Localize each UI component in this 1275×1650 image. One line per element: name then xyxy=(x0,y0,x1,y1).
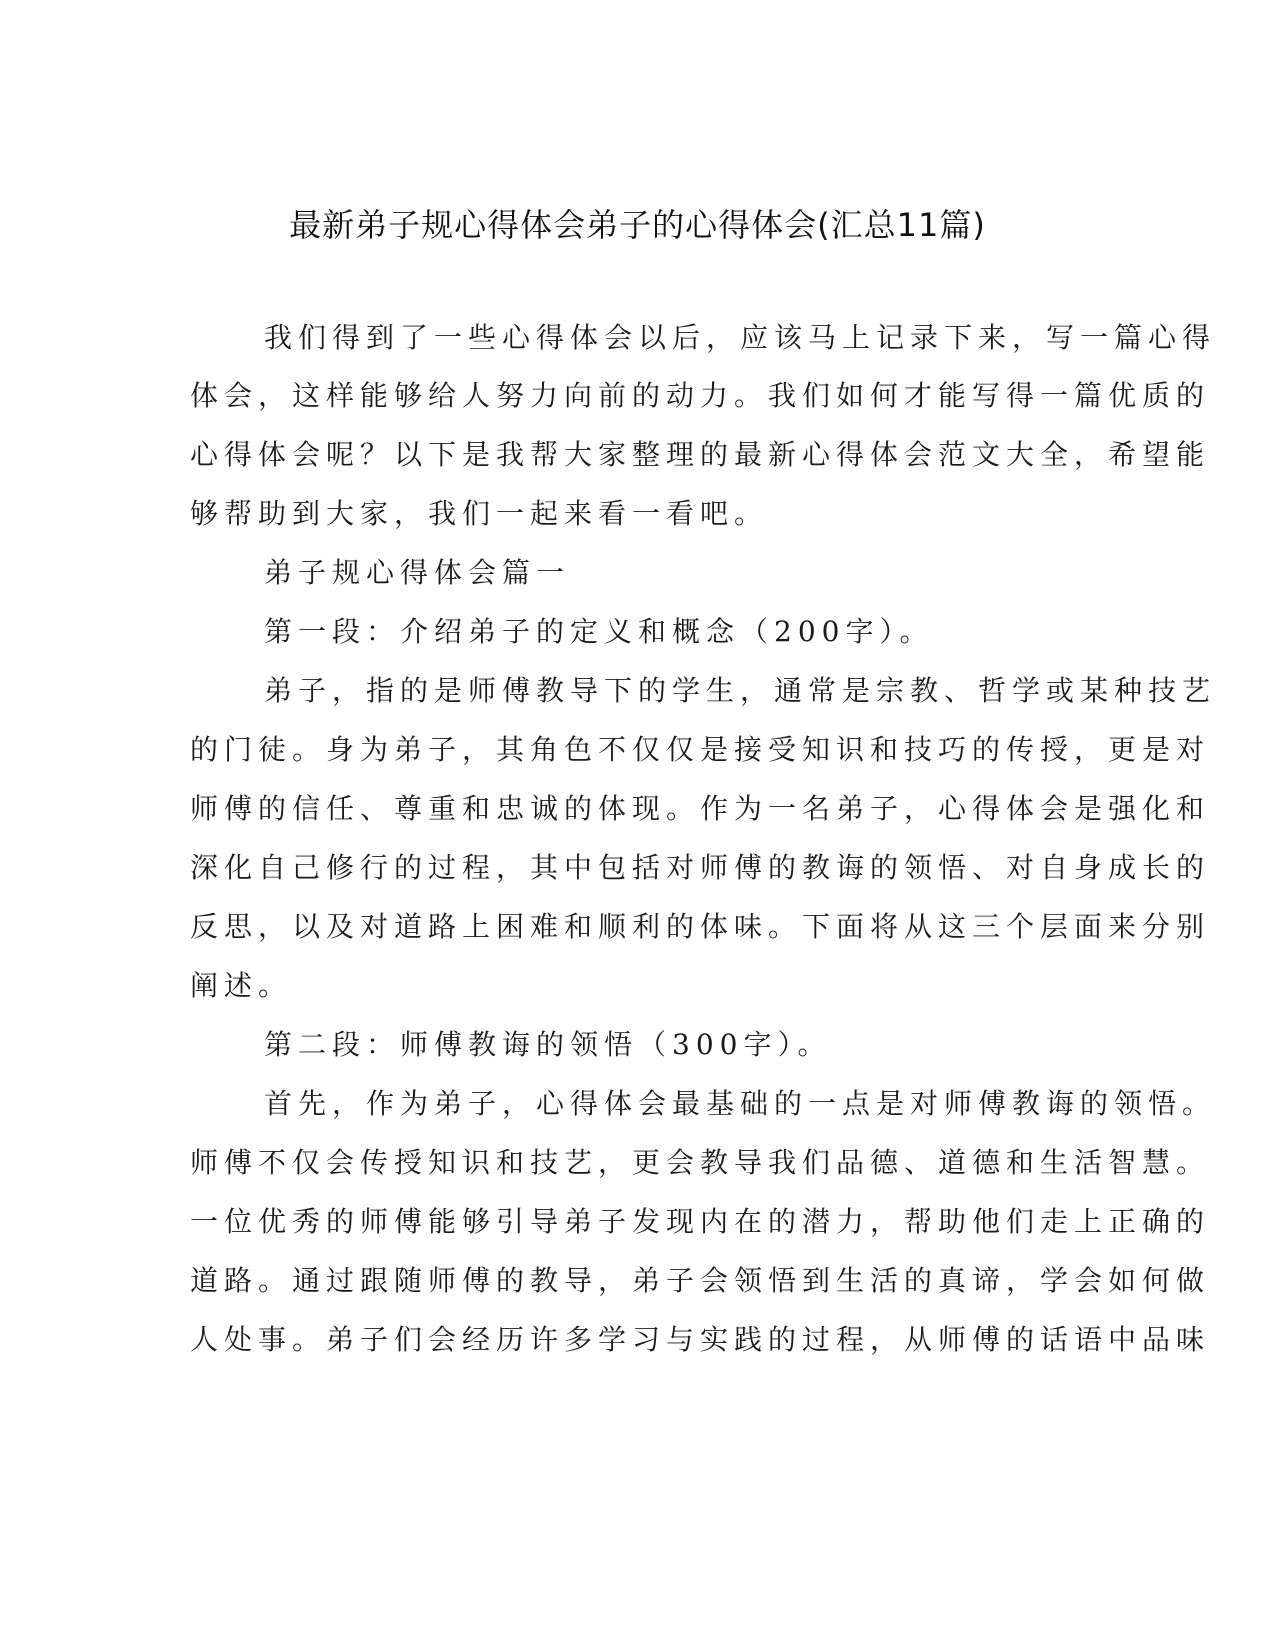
paragraph-line: 弟子，指的是师傅教导下的学生，通常是宗教、哲学或某种技艺 xyxy=(264,674,1217,707)
paragraph-line: 师傅不仅会传授知识和技艺，更会教导我们品德、道德和生活智慧。 xyxy=(190,1146,1211,1179)
paragraph-line: 首先，作为弟子，心得体会最基础的一点是对师傅教诲的领悟。 xyxy=(264,1087,1217,1120)
paragraph-line: 我们得到了一些心得体会以后，应该马上记录下来，写一篇心得 xyxy=(264,321,1217,354)
paragraph-line: 反思，以及对道路上困难和顺利的体味。下面将从这三个层面来分别 xyxy=(190,910,1211,943)
paragraph-line: 阐述。 xyxy=(190,969,293,1002)
paragraph-line: 的门徒。身为弟子，其角色不仅仅是接受知识和技巧的传授，更是对 xyxy=(190,733,1211,766)
section-heading: 弟子规心得体会篇一 xyxy=(264,556,571,589)
paragraph-line: 师傅的信任、尊重和忠诚的体现。作为一名弟子，心得体会是强化和 xyxy=(190,792,1211,825)
document-title: 最新弟子规心得体会弟子的心得体会(汇总11篇) xyxy=(289,206,986,244)
paragraph-line: 心得体会呢？以下是我帮大家整理的最新心得体会范文大全，希望能 xyxy=(190,438,1211,471)
paragraph-line: 人处事。弟子们会经历许多学习与实践的过程，从师傅的话语中品味 xyxy=(190,1323,1211,1356)
segment-heading: 第一段：介绍弟子的定义和概念（200字）。 xyxy=(264,615,934,648)
paragraph-line: 深化自己修行的过程，其中包括对师傅的教诲的领悟、对自身成长的 xyxy=(190,851,1211,884)
paragraph-line: 道路。通过跟随师傅的教导，弟子会领悟到生活的真谛，学会如何做 xyxy=(190,1264,1211,1297)
segment-heading: 第二段：师傅教诲的领悟（300字）。 xyxy=(264,1028,832,1061)
paragraph-line: 一位优秀的师傅能够引导弟子发现内在的潜力，帮助他们走上正确的 xyxy=(190,1205,1211,1238)
paragraph-line: 体会，这样能够给人努力向前的动力。我们如何才能写得一篇优质的 xyxy=(190,379,1211,412)
paragraph-line: 够帮助到大家，我们一起来看一看吧。 xyxy=(190,497,769,530)
